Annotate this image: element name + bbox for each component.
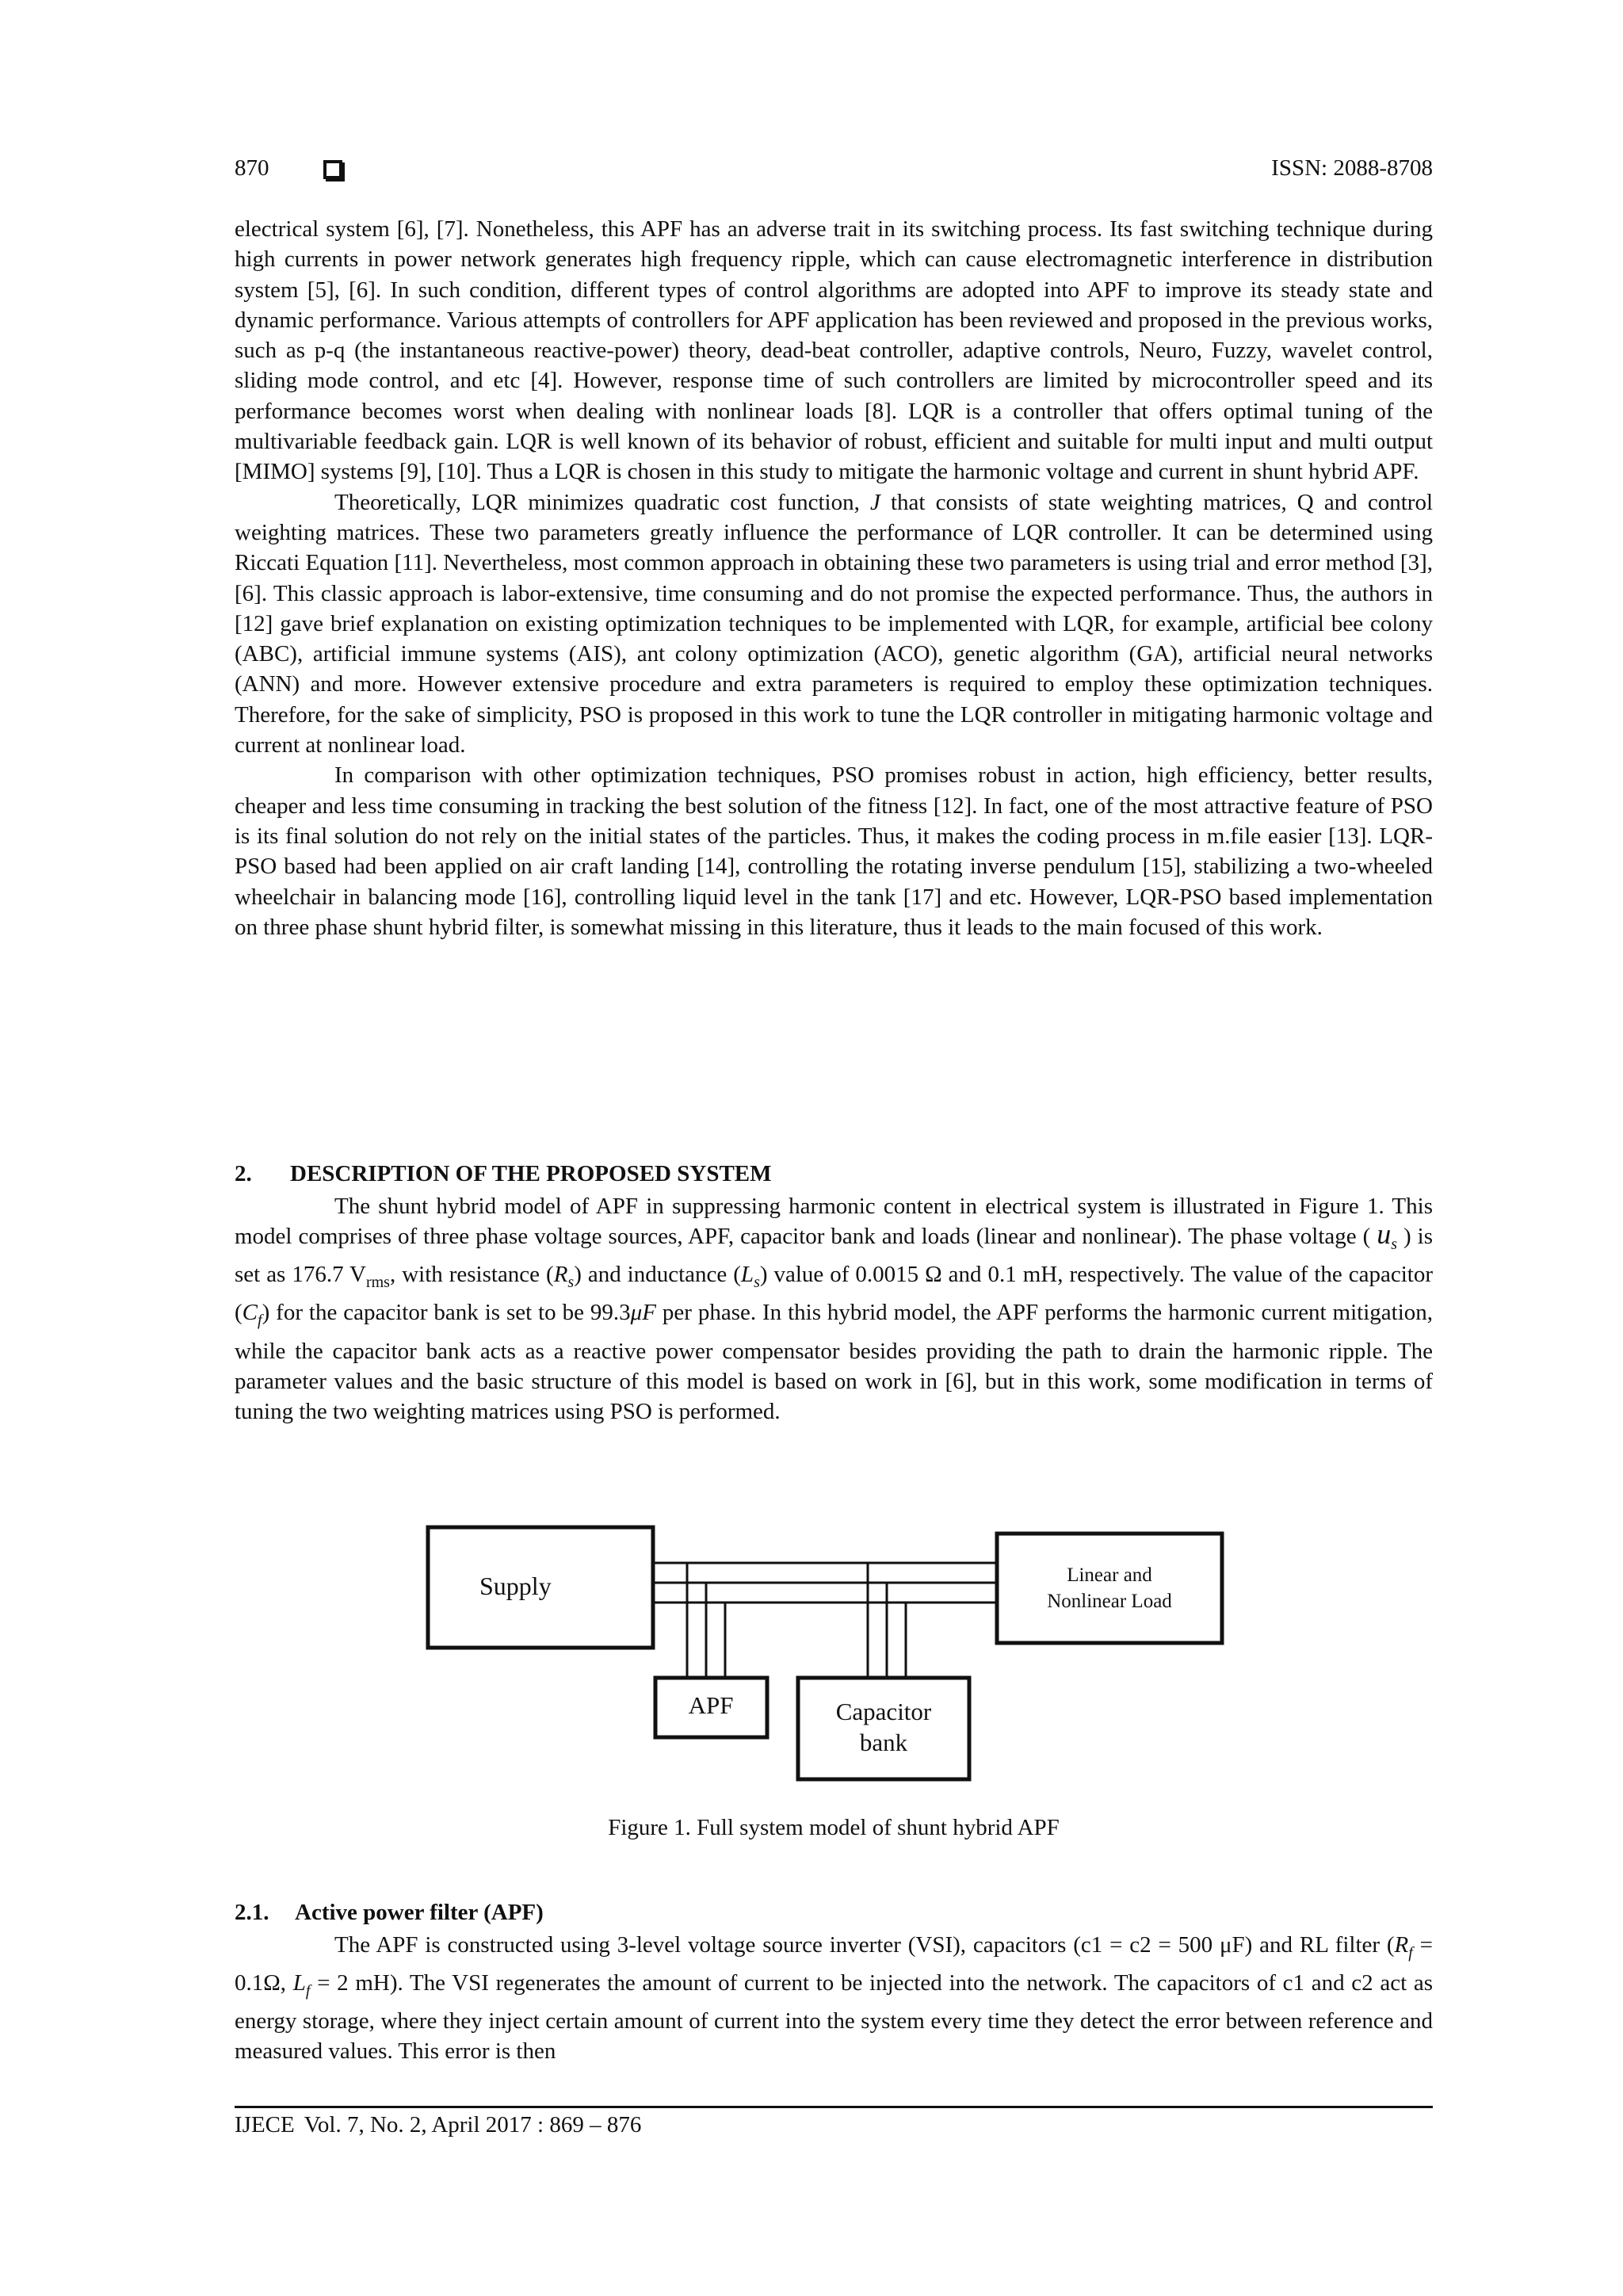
- figure-1-caption: Figure 1. Full system model of shunt hybrid APF: [608, 1815, 1060, 1840]
- capacitor-label-line-1: Capacitor: [835, 1698, 932, 1725]
- section-2-heading: 2. DESCRIPTION OF THE PROPOSED SYSTEM: [235, 1161, 772, 1186]
- page-footer: [235, 2112, 641, 2138]
- capacitor-label-line-2: bank: [859, 1729, 908, 1756]
- section-2-paragraph: The shunt hybrid model of APF in suppressing harmonic content in electrical system is illustrated in Figure 1. This model comprises of three phase voltage sources, APF, capacitor bank and loads (linear and nonlinear). The phase voltage ( $u_s$ ) is set as 176.7 $V_{rms}$, with resistance $(R_s)$ and inductance $(L_s)$ value of 0.0015 Ω and 0.1 mH, respectively. The value of the capacitor $(C_f)$ for the capacitor bank is set to be 99.3μF per phase. In this hybrid model, the APF performs the harmonic current mitigation, while the capacitor bank acts as a reactive power compensator besides providing the path to drain the harmonic ripple. The parameter values and the basic structure of this model is based on work in [6], but in this work, some modification in terms of tuning the two weighting matrices using PSO is performed.: [235, 1194, 1434, 1425]
- load-box: [997, 1534, 1222, 1643]
- paragraph-1: electrical system [6], [7]. Nonetheless, this APF has an adverse trait in its switching process. Its fast switching technique during high currents in power network generates high frequency ripple, which can cause electromagnetic interference in distribution system [5], [6]. In such condition, different types of control algorithms are adopted into APF to improve its steady state and dynamic performance. Various attempts of controllers for APF application has been reviewed and proposed in the previous works, such as p-q (the instantaneous reactive-power) theory, dead-beat controller, adaptive controls, Neuro, Fuzzy, wavelet control, sliding mode control, and etc [4]. However, response time of such controllers are limited by microcontroller speed and its performance becomes worst when dealing with nonlinear loads [8]. LQR is a controller that offers optimal tuning of the multivariable feedback gain. LQR is well known of its behavior of robust, efficient and suitable for multi input and multi output [MIMO] systems [9], [10]. Thus a LQR is chosen in this study to mitigate the harmonic voltage and current in shunt hybrid APF.: [235, 216, 1433, 485]
- journal-name: IJECE: [235, 2112, 295, 2137]
- supply-label: Supply: [479, 1572, 552, 1600]
- figure-1-diagram: [412, 1518, 1236, 1803]
- section-2-text: [235, 1191, 1433, 1427]
- load-label-line-1: Linear and: [1067, 1564, 1152, 1586]
- apf-label: APF: [688, 1691, 734, 1719]
- issn: ISSN: 2088-8708: [1271, 155, 1433, 181]
- paragraph-2: Theoretically, LQR minimizes quadratic cost function, J that consists of state weighting matrices, Q and control weighting matrices. These two parameters greatly influence the performance of LQR controller. It can be determined using Riccati Equation [11]. Nevertheless, most common approach in obtaining these two parameters is using trial and error method [3], [6]. This classic approach is labor-extensive, time consuming and do not promise the expected performance. Thus, the authors in [12] gave brief explanation on existing optimization techniques to be implemented with LQR, for example, artificial bee colony (ABC), artificial immune systems (AIS), ant colony optimization (ACO), genetic algorithm (GA), artificial neural networks (ANN) and more. However extensive procedure and extra parameters is required to employ these optimization techniques. Therefore, for the sake of simplicity, PSO is proposed in this work to tune the LQR controller in mitigating harmonic voltage and current at nonlinear load.: [235, 489, 1434, 758]
- section-2-1-text: [235, 1930, 1433, 2067]
- section-2-1-paragraph: The APF is constructed using 3-level voltage source inverter (VSI), capacitors (c1 = c2 = 500 μF) and RL filter ($R_f = 0.1\Omega$, $L_f = 2$ mH). The VSI regenerates the amount of current to be injected into the network. The capacitors of c1 and c2 act as energy storage, where they inject certain amount of current into the system every time they detect the error between reference and measured values. This error is then: [235, 1932, 1433, 2065]
- footer-rule: [235, 2106, 1433, 2108]
- load-label-line-2: Nonlinear Load: [1047, 1591, 1172, 1612]
- header-square-icon: [323, 160, 342, 179]
- journal-details: Vol. 7, No. 2, April 2017 : 869 – 876: [304, 2112, 642, 2137]
- intro-text: [235, 214, 1433, 942]
- page-number: 870: [235, 155, 269, 181]
- page-header: [235, 152, 1433, 190]
- paragraph-3: In comparison with other optimization techniques, PSO promises robust in action, high efficiency, better results, cheaper and less time consuming in tracking the best solution of the fitness [12]. In fact, one of the most attractive feature of PSO is its final solution do not rely on the initial states of the particles. Thus, it makes the coding process in m.file easier [13]. LQR-PSO based had been applied on air craft landing [14], controlling the rotating inverse pendulum [15], stabilizing a two-wheeled wheelchair in balancing mode [16], controlling liquid level in the tank [17] and etc. However, LQR-PSO based implementation on three phase shunt hybrid filter, is somewhat missing in this literature, thus it leads to the main focused of this work.: [235, 762, 1433, 940]
- section-2-1-heading: 2.1. Active power filter (APF): [235, 1900, 544, 1925]
